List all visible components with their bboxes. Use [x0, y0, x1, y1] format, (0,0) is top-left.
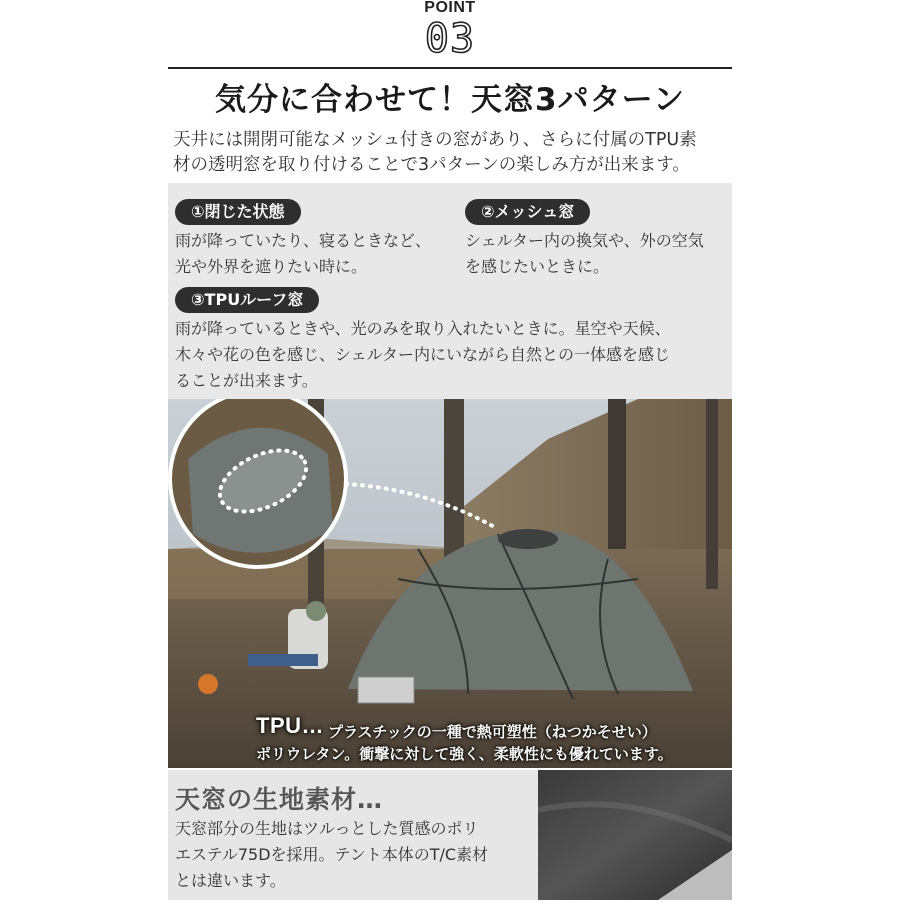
material-line: とは違います。: [175, 871, 286, 890]
point-number: 03: [424, 16, 476, 62]
intro-line: 材の透明窓を取り付けることで3パターンの楽しみ方が出来ます。: [173, 155, 690, 175]
fabric-illustration: [538, 770, 732, 900]
pattern-badge: ②メッシュ窓: [465, 199, 590, 225]
intro-line: 天井には開閉可能なメッシュ付きの窓があり、さらに付属のTPU素: [173, 130, 697, 150]
fabric-photo: [538, 770, 732, 900]
tent-scene-illustration: [168, 399, 732, 768]
pattern-desc-line: 木々や花の色を感じ、シェルター内にいながら自然との一体感を感じ: [175, 345, 671, 364]
pattern-desc-line: 雨が降っているときや、光のみを取り入れたいときに。星空や天候、: [175, 319, 671, 338]
pattern-tpu: [175, 287, 671, 394]
material-text: [175, 816, 535, 894]
pattern-desc-line: 光や外界を遮りたい時に。: [175, 257, 368, 276]
pattern-desc-line: 雨が降っていたり、寝るときなど、: [175, 231, 432, 250]
material-line: エステル75Dを採用。テント本体のT/C素材: [175, 845, 489, 864]
pattern-desc-line: シェルター内の換気や、外の空気: [465, 231, 704, 250]
pattern-badge: ①閉じた状態: [175, 199, 301, 225]
tpu-desc-line: ポリウレタン。衝撃に対して強く、柔軟性にも優れています。: [256, 745, 673, 763]
divider: [168, 67, 732, 69]
tpu-title: TPU…: [256, 713, 324, 738]
pattern-desc-line: ることが出来ます。: [175, 371, 318, 390]
pattern-mesh: [465, 199, 704, 280]
pattern-desc-line: を感じたいときに。: [465, 257, 610, 276]
tpu-desc-line: プラスチックの一種で熱可塑性（ねつかそせい）: [328, 723, 657, 741]
point-label: POINT: [424, 0, 476, 16]
tent-photo: [168, 399, 732, 768]
page-title: 気分に合わせて！天窓3パターン: [215, 82, 685, 118]
pattern-badge: ③TPUルーフ窓: [175, 287, 319, 313]
material-title: 天窓の生地素材…: [175, 785, 384, 814]
material-line: 天窓部分の生地はツルっとした質感のポリ: [175, 819, 479, 838]
pattern-closed: [175, 199, 431, 280]
intro-text: [173, 128, 733, 178]
